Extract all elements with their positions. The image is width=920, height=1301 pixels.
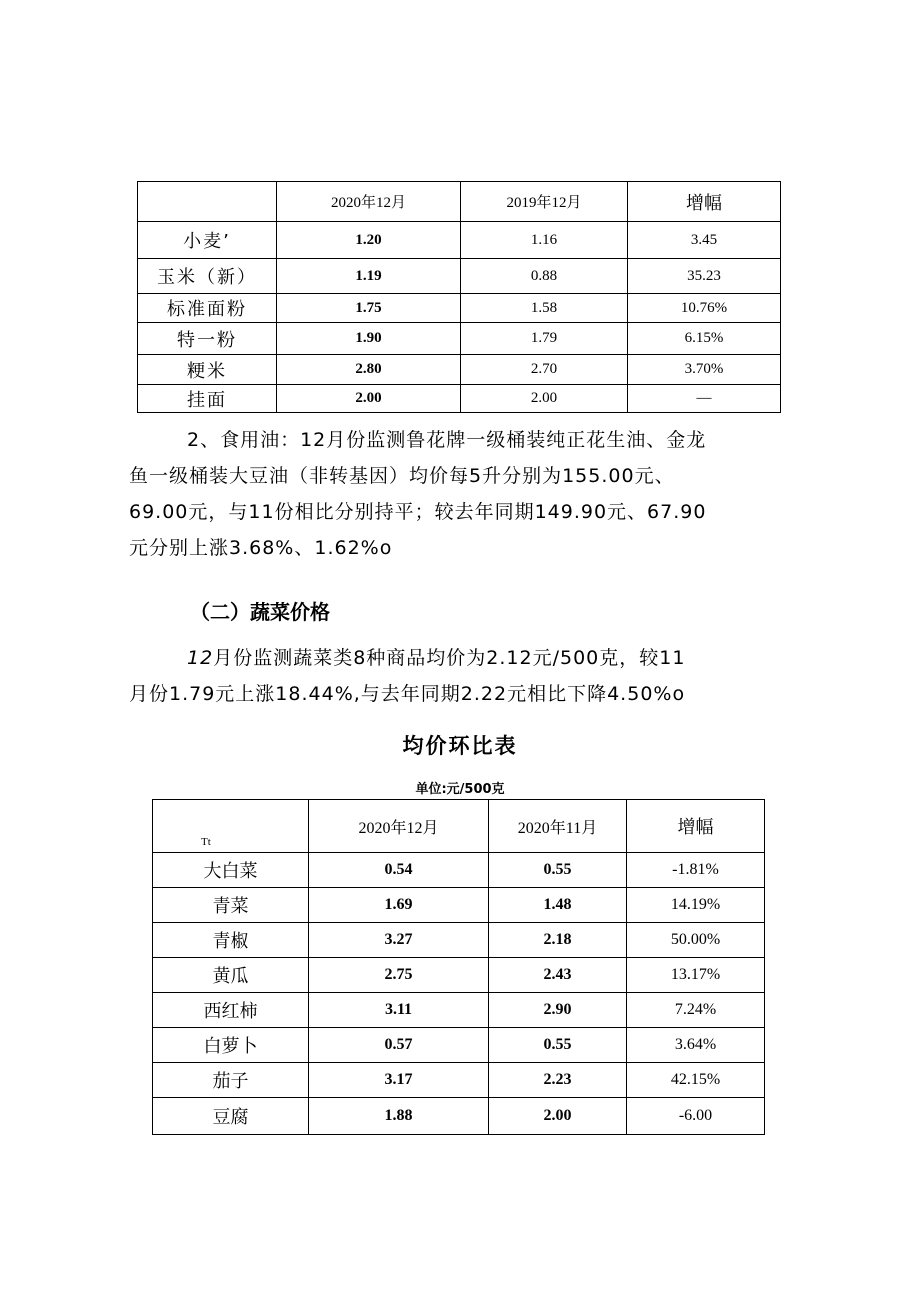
table-row xyxy=(153,923,765,958)
cell-previous: 1.16 xyxy=(461,222,628,259)
vegetable-paragraph xyxy=(129,640,789,712)
cell-previous: 2.70 xyxy=(461,355,628,385)
cell-previous: 2.18 xyxy=(489,923,627,958)
paragraph-line: 2、食用油：12月份监测鲁花牌一级桶装纯正花生油、金龙 xyxy=(187,429,707,451)
cell-previous: 2.00 xyxy=(489,1098,627,1135)
row-label: 挂面 xyxy=(138,385,277,413)
cell-change: 6.15% xyxy=(628,323,781,355)
cell-change: — xyxy=(628,385,781,413)
cell-change: 3.45 xyxy=(628,222,781,259)
cell-change: 13.17% xyxy=(627,958,765,993)
row-label: 青椒 xyxy=(153,923,309,958)
row-label: 大白菜 xyxy=(153,853,309,888)
cell-current: 1.69 xyxy=(309,888,489,923)
table-title: 均价环比表 xyxy=(402,734,518,758)
table-row xyxy=(153,888,765,923)
cell-change: 3.70% xyxy=(628,355,781,385)
cell-current: 0.57 xyxy=(309,1028,489,1063)
cell-change: -6.00 xyxy=(627,1098,765,1135)
paragraph-text: 月份监测蔬菜类8种商品均价为2.12元/500克，较11 xyxy=(213,647,686,669)
cell-current: 3.17 xyxy=(309,1063,489,1098)
table-row xyxy=(153,1028,765,1063)
header-cell: 2020年12月 xyxy=(277,182,461,222)
cell-change: 10.76% xyxy=(628,294,781,323)
row-label: 豆腐 xyxy=(153,1098,309,1135)
cell-current: 1.20 xyxy=(277,222,461,259)
row-label: 茄子 xyxy=(153,1063,309,1098)
cell-current: 1.19 xyxy=(277,259,461,294)
row-label: 玉米（新） xyxy=(138,259,277,294)
cell-current: 2.80 xyxy=(277,355,461,385)
header-cell: 2019年12月 xyxy=(461,182,628,222)
paragraph-line: 元分别上涨3.68%、1.62%o xyxy=(129,537,393,559)
cell-previous: 0.88 xyxy=(461,259,628,294)
table-row xyxy=(153,1063,765,1098)
table-header-row xyxy=(153,800,765,853)
table-row xyxy=(138,259,781,294)
header-cell: 2020年11月 xyxy=(489,800,627,853)
cell-previous: 2.23 xyxy=(489,1063,627,1098)
cell-current: 0.54 xyxy=(309,853,489,888)
table-row xyxy=(138,294,781,323)
header-cell: 增幅 xyxy=(628,182,781,222)
cell-change: 42.15% xyxy=(627,1063,765,1098)
cell-change: 50.00% xyxy=(627,923,765,958)
cell-current: 3.27 xyxy=(309,923,489,958)
corner-cell xyxy=(153,800,309,853)
cell-previous: 1.58 xyxy=(461,294,628,323)
cell-change: 7.24% xyxy=(627,993,765,1028)
grain-price-table xyxy=(137,181,781,413)
paragraph-line: 鱼一级桶装大豆油（非转基因）均价每5升分别为155.00元、 xyxy=(129,465,675,487)
cell-current: 1.90 xyxy=(277,323,461,355)
paragraph-line: 月份1.79元上涨18.44%,与去年同期2.22元相比下降4.50%o xyxy=(129,683,686,705)
cell-previous: 2.43 xyxy=(489,958,627,993)
cell-previous: 0.55 xyxy=(489,1028,627,1063)
oil-paragraph xyxy=(129,422,789,566)
row-label: 小麦’ xyxy=(138,222,277,259)
paragraph-line: 69.00元，与11份相比分别持平；较去年同期149.90元、67.90 xyxy=(129,501,707,523)
table-row xyxy=(153,993,765,1028)
table-row xyxy=(138,222,781,259)
table-row xyxy=(138,385,781,413)
table-row xyxy=(153,958,765,993)
row-label: 西红柿 xyxy=(153,993,309,1028)
row-label: 标准面粉 xyxy=(138,294,277,323)
table-row xyxy=(138,355,781,385)
row-label: 青菜 xyxy=(153,888,309,923)
cell-current: 3.11 xyxy=(309,993,489,1028)
corner-label: Tt xyxy=(201,836,211,848)
table-header-row xyxy=(138,182,781,222)
table-unit: 单位:元/500克 xyxy=(415,782,505,797)
paragraph-line xyxy=(129,640,789,676)
cell-change: -1.81% xyxy=(627,853,765,888)
section-heading: （二）蔬菜价格 xyxy=(190,600,330,624)
cell-change: 3.64% xyxy=(627,1028,765,1063)
cell-current: 2.75 xyxy=(309,958,489,993)
row-label: 特一粉 xyxy=(138,323,277,355)
cell-previous: 0.55 xyxy=(489,853,627,888)
row-label: 白萝卜 xyxy=(153,1028,309,1063)
cell-change: 35.23 xyxy=(628,259,781,294)
header-cell: 增幅 xyxy=(627,800,765,853)
header-cell xyxy=(138,182,277,222)
cell-current: 2.00 xyxy=(277,385,461,413)
table-row xyxy=(153,853,765,888)
table-row xyxy=(138,323,781,355)
cell-previous: 2.90 xyxy=(489,993,627,1028)
cell-current: 1.75 xyxy=(277,294,461,323)
vegetable-price-table xyxy=(152,799,765,1135)
cell-previous: 2.00 xyxy=(461,385,628,413)
cell-previous: 1.48 xyxy=(489,888,627,923)
cell-current: 1.88 xyxy=(309,1098,489,1135)
paragraph-month: 12 xyxy=(187,647,214,669)
row-label: 粳米 xyxy=(138,355,277,385)
cell-change: 14.19% xyxy=(627,888,765,923)
cell-previous: 1.79 xyxy=(461,323,628,355)
header-cell: 2020年12月 xyxy=(309,800,489,853)
row-label: 黄瓜 xyxy=(153,958,309,993)
table-row xyxy=(153,1098,765,1135)
